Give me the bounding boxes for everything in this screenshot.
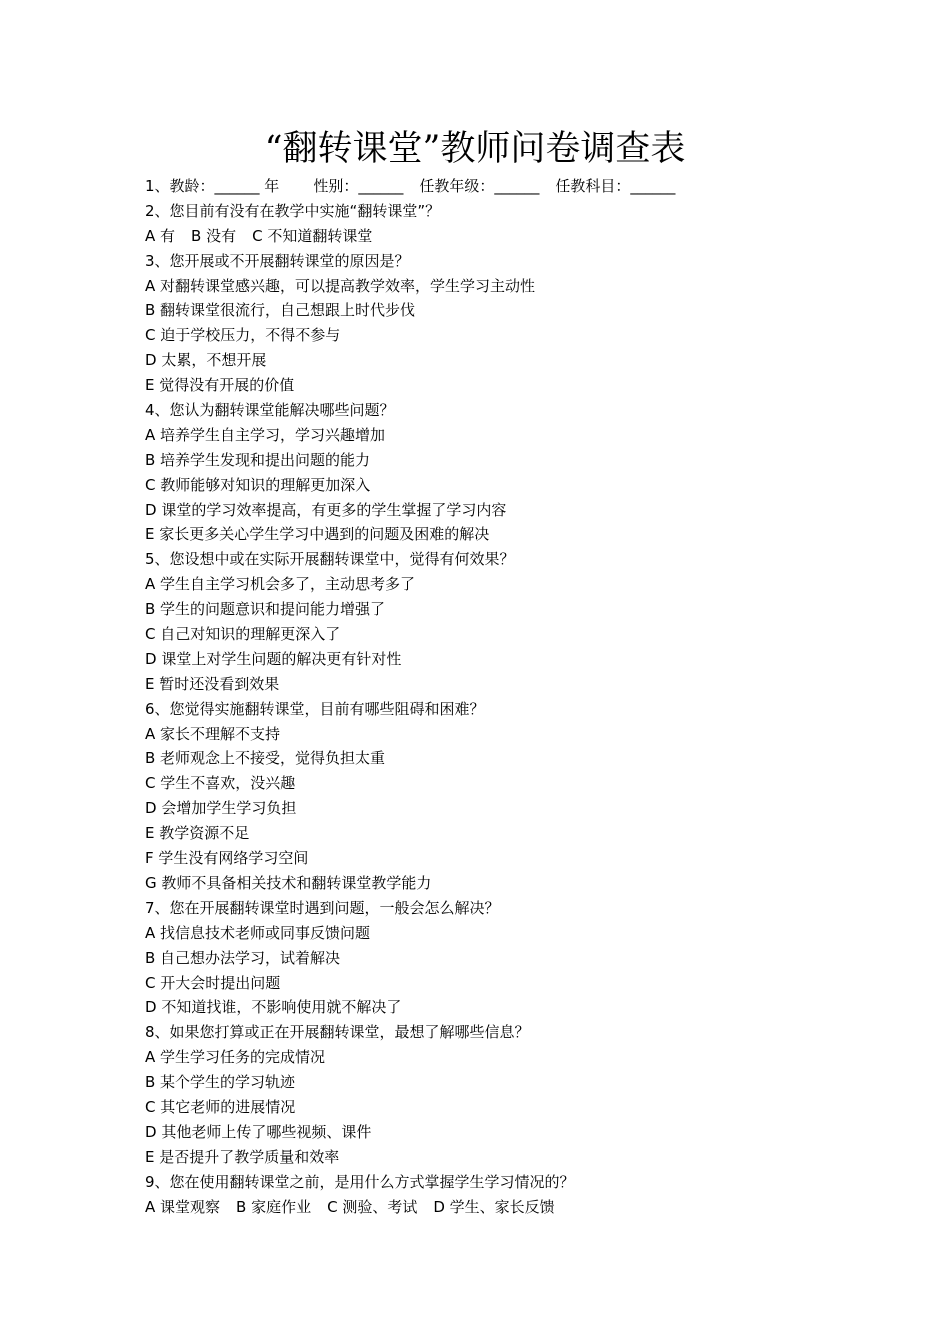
question-2-options <box>145 224 865 249</box>
option-b: B 培养学生发现和提出问题的能力 <box>145 450 371 469</box>
option-d: D 会增加学生学习负担 <box>145 799 297 818</box>
option-c: C 自己对知识的理解更深入了 <box>145 625 341 644</box>
option-d: D 课堂的学习效率提高，有更多的学生掌握了学习内容 <box>145 500 507 519</box>
option-e: E 教学资源不足 <box>145 824 250 843</box>
option-c: C 其它老师的进展情况 <box>145 1097 296 1116</box>
option-b: B 翻转课堂很流行，自己想跟上时代步伐 <box>145 301 416 320</box>
question-7: 7、您在开展翻转课堂时遇到问题，一般会怎么解决？ <box>145 898 500 917</box>
question-5: 5、您设想中或在实际开展翻转课堂中，觉得有何效果？ <box>145 550 515 569</box>
option-c: C 测验、考试 <box>327 1197 418 1216</box>
option-c: C 教师能够对知识的理解更加深入 <box>145 475 371 494</box>
option-c: C 开大会时提出问题 <box>145 973 281 992</box>
option-e: E 家长更多关心学生学习中遇到的问题及困难的解决 <box>145 525 490 544</box>
option-b: B 家庭作业 <box>236 1197 312 1216</box>
option-c: C 不知道翻转课堂 <box>252 226 373 245</box>
questionnaire-body <box>145 174 865 1219</box>
question-2: 2、您目前有没有在教学中实施“翻转课堂”？ <box>145 201 441 220</box>
option-d: D 其他老师上传了哪些视频、课件 <box>145 1122 372 1141</box>
option-d: D 不知道找谁，不影响使用就不解决了 <box>145 998 402 1017</box>
option-b: B 学生的问题意识和提问能力增强了 <box>145 600 386 619</box>
option-c: C 学生不喜欢，没兴趣 <box>145 774 296 793</box>
option-d: D 学生、家长反馈 <box>433 1197 555 1216</box>
question-9-options <box>145 1195 865 1220</box>
subject-field: 任教科目：______ <box>555 177 676 195</box>
option-d: D 课堂上对学生问题的解决更有针对性 <box>145 649 402 668</box>
page-title: “翻转课堂”教师问卷调查表 <box>264 129 686 169</box>
question-9: 9、您在使用翻转课堂之前，是用什么方式掌握学生学习情况的？ <box>145 1172 575 1191</box>
option-a: A 有 <box>145 226 176 245</box>
option-a: A 学生自主学习机会多了，主动思考多了 <box>145 575 416 594</box>
option-b: B 没有 <box>191 226 237 245</box>
option-e: E 是否提升了教学质量和效率 <box>145 1147 340 1166</box>
option-g: G 教师不具备相关技术和翻转课堂教学能力 <box>145 873 432 892</box>
option-d: D 太累，不想开展 <box>145 351 267 370</box>
question-4: 4、您认为翻转课堂能解决哪些问题？ <box>145 401 395 420</box>
question-3: 3、您开展或不开展翻转课堂的原因是？ <box>145 251 410 270</box>
option-a: A 课堂观察 <box>145 1197 221 1216</box>
option-a: A 找信息技术老师或同事反馈问题 <box>145 923 371 942</box>
question-6: 6、您觉得实施翻转课堂，目前有哪些阻碍和困难？ <box>145 699 485 718</box>
option-e: E 觉得没有开展的价值 <box>145 376 295 395</box>
gender-field: 性别：______ <box>313 177 404 195</box>
option-a: A 家长不理解不支持 <box>145 724 281 743</box>
option-b: B 某个学生的学习轨迹 <box>145 1073 296 1092</box>
option-b: B 自己想办法学习，试着解决 <box>145 948 341 967</box>
teaching-age-field: 1、教龄：______ 年 <box>145 177 280 195</box>
option-a: A 学生学习任务的完成情况 <box>145 1048 326 1067</box>
grade-field: 任教年级：______ <box>419 177 540 195</box>
option-e: E 暂时还没看到效果 <box>145 674 280 693</box>
option-a: A 培养学生自主学习，学习兴趣增加 <box>145 425 386 444</box>
option-f: F 学生没有网络学习空间 <box>145 849 309 868</box>
option-b: B 老师观念上不接受，觉得负担太重 <box>145 749 386 768</box>
question-8: 8、如果您打算或正在开展翻转课堂，最想了解哪些信息？ <box>145 1023 530 1042</box>
option-a: A 对翻转课堂感兴趣，可以提高教学效率，学生学习主动性 <box>145 276 536 295</box>
option-c: C 迫于学校压力，不得不参与 <box>145 326 341 345</box>
question-1-line <box>145 174 865 199</box>
